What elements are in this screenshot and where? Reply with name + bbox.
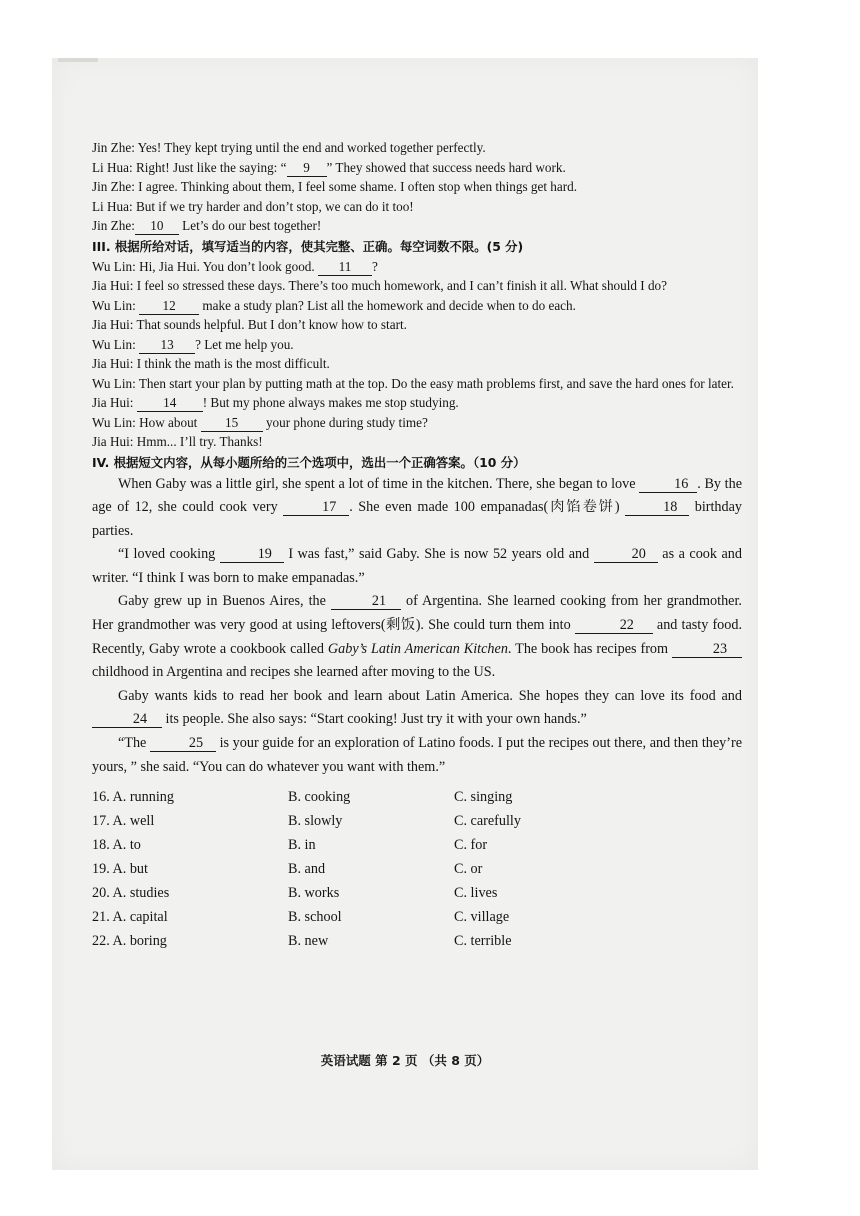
book-title: Gaby’s Latin American Kitchen (327, 640, 508, 657)
passage-text: as a cook and writer. “I think I was born to make empanadas.” (92, 546, 742, 586)
passage (92, 473, 742, 780)
passage-text: I was fast,” said Gaby. She is now 52 years old and (283, 546, 594, 563)
line-text: ? (372, 258, 378, 274)
speaker: Jia Hui: (92, 434, 134, 449)
passage-text: and tasty food. Recently, Gaby wrote a cookbook called (92, 617, 742, 657)
passage-paragraph (92, 473, 742, 544)
speaker: Wu Lin: (92, 258, 136, 274)
line-text: I agree. Thinking about them, I feel some shame. I often stop when things get hard. (138, 179, 578, 194)
option-c: C. for (454, 837, 488, 854)
answer-blank-11: 11 (318, 259, 372, 276)
speaker: Jin Zhe: (92, 179, 135, 194)
speaker: Li Hua: (92, 198, 133, 214)
exam-page (52, 58, 758, 1170)
dialogue-line (92, 335, 742, 355)
speaker: Wu Lin: (92, 336, 136, 352)
dialogue-line (92, 393, 742, 413)
speaker: Jin Zhe: (92, 218, 135, 233)
option-a: 18. A. to (92, 837, 141, 854)
speaker: Jia Hui: (92, 317, 134, 332)
passage-text: “I loved cooking (118, 546, 220, 563)
passage-paragraph (92, 732, 742, 779)
dialogue-line (92, 177, 742, 197)
speaker: Wu Lin: (92, 414, 136, 430)
section-3-heading: III. 根据所给对话，填写适当的内容，使其完整、正确。每空词数不限。(5 分) (92, 238, 524, 254)
passage-text: Gaby grew up in Buenos Aires, the (118, 593, 331, 610)
option-b: B. cooking (288, 789, 351, 806)
dialogue-line (92, 432, 742, 452)
dialogue-line (92, 354, 742, 374)
line-text: make a study plan? List all the homework and decide when to do each. (199, 297, 576, 313)
line-text: I think the math is the most difficult. (136, 356, 330, 371)
option-c: C. terrible (454, 933, 512, 950)
passage-text: . She even made 100 empanadas(肉馅卷饼) (349, 499, 626, 516)
passage-paragraph (92, 685, 742, 732)
option-row-22 (92, 933, 742, 957)
option-a: 17. A. well (92, 813, 155, 830)
option-b: B. and (288, 861, 326, 878)
line-text: ” They showed that success needs hard work. (326, 159, 566, 175)
page-footer: 英语试题 第 2 页 （共 8 页） (320, 1053, 490, 1068)
option-c: C. singing (454, 789, 513, 806)
speaker: Li Hua: (92, 159, 133, 175)
answer-blank-9: 9 (287, 160, 327, 177)
dialogue-line (92, 216, 742, 236)
line-text: Let’s do our best together! (178, 218, 322, 233)
line-text: your phone during study time? (262, 414, 428, 430)
line-text: Then start your plan by putting math at the top. Do the easy math problems first, and save the hard ones for later. (138, 375, 734, 391)
section-4-heading: IV. 根据短文内容，从每小题所给的三个选项中，选出一个正确答案。（10 分） (92, 454, 526, 470)
line-text: I feel so stressed these days. There’s too much homework, and I can’t finish it all. What should I do? (136, 278, 668, 293)
option-a: 21. A. capital (92, 909, 168, 926)
passage-text: “The (118, 735, 150, 752)
line-text: But if we try harder and don’t stop, we can do it too! (135, 198, 414, 214)
answer-blank-19: 19 (220, 546, 284, 563)
speaker: Wu Lin: (92, 297, 136, 313)
option-b: B. new (288, 933, 329, 950)
dialogue-line (92, 138, 742, 158)
option-b: B. works (288, 885, 340, 902)
option-b: B. school (288, 909, 342, 926)
answer-options (92, 789, 742, 961)
answer-blank-21: 21 (331, 593, 401, 610)
dialogue-line (92, 296, 742, 316)
speaker: Jin Zhe: (92, 140, 135, 155)
option-a: 20. A. studies (92, 885, 170, 902)
option-b: B. in (288, 837, 316, 854)
dialogue-line (92, 315, 742, 335)
dialogue-line (92, 197, 742, 217)
line-text: Right! Just like the saying: “ (135, 159, 287, 175)
passage-paragraph (92, 590, 742, 684)
answer-blank-18: 18 (625, 499, 689, 516)
option-c: C. carefully (454, 813, 521, 830)
dialogue-line (92, 276, 742, 296)
option-row-19 (92, 861, 742, 885)
answer-blank-12: 12 (139, 298, 199, 315)
passage-text: birthday parties. (92, 499, 743, 539)
answer-blank-20: 20 (594, 546, 658, 563)
answer-blank-16: 16 (639, 476, 697, 493)
line-text: Yes! They kept trying until the end and worked together perfectly. (137, 140, 486, 155)
section-3-dialogue (92, 257, 742, 452)
speaker: Jia Hui: (92, 356, 134, 371)
line-text: That sounds helpful. But I don’t know how to start. (136, 317, 407, 332)
passage-paragraph (92, 543, 742, 590)
option-a: 16. A. running (92, 789, 174, 806)
line-text: ! But my phone always makes me stop studying. (202, 395, 459, 410)
passage-text: its people. She also says: “Start cooking! Just try it with your own hands.” (162, 711, 587, 728)
answer-blank-13: 13 (139, 337, 195, 354)
page-content (92, 138, 742, 961)
option-row-20 (92, 885, 742, 909)
answer-blank-24: 24 (92, 711, 162, 728)
answer-blank-14: 14 (137, 395, 203, 412)
option-b: B. slowly (288, 813, 343, 830)
option-c: C. or (454, 861, 483, 878)
option-c: C. lives (454, 885, 498, 902)
option-row-17 (92, 813, 742, 837)
passage-text: Gaby wants kids to read her book and learn about Latin America. She hopes they can love its food and (118, 687, 742, 704)
dialogue-line (92, 158, 742, 178)
answer-blank-22: 22 (575, 617, 653, 634)
answer-blank-15: 15 (201, 415, 263, 432)
passage-text: . The book has recipes from (507, 640, 673, 657)
speaker: Wu Lin: (92, 375, 136, 391)
dialogue-line (92, 374, 742, 394)
answer-blank-17: 17 (283, 499, 349, 516)
option-row-21 (92, 909, 742, 933)
line-text: ? Let me help you. (195, 336, 294, 352)
answer-blank-10: 10 (135, 218, 179, 235)
passage-text: childhood in Argentina and recipes she learned after moving to the US. (92, 664, 496, 681)
dialogue-line (92, 413, 742, 433)
answer-blank-23: 23 (672, 641, 742, 658)
passage-text: . By the age of 12, she could cook very (92, 475, 743, 516)
line-text: Hmm... I’ll try. Thanks! (136, 434, 263, 449)
option-row-16 (92, 789, 742, 813)
option-a: 19. A. but (92, 861, 148, 878)
speaker: Jia Hui: (92, 395, 134, 410)
answer-blank-25: 25 (150, 735, 216, 752)
line-text: Hi, Jia Hui. You don’t look good. (139, 258, 318, 274)
option-a: 22. A. boring (92, 933, 167, 950)
dialogue-end (92, 138, 742, 236)
option-row-18 (92, 837, 742, 861)
option-c: C. village (454, 909, 510, 926)
line-text: How about (139, 414, 201, 430)
page-corner-mark (58, 58, 98, 62)
passage-text: is your guide for an exploration of Latino foods. I put the recipes out there, and then they’re yours, ” she said. “You can do whatever you want with them.” (92, 735, 743, 775)
dialogue-line (92, 257, 742, 277)
passage-text: of Argentina. She learned cooking from her grandmother. Her grandmother was very good at using leftovers(剩饭). She could turn them into (92, 593, 742, 634)
speaker: Jia Hui: (92, 278, 134, 293)
passage-text: When Gaby was a little girl, she spent a lot of time in the kitchen. There, she began to love (118, 475, 640, 492)
